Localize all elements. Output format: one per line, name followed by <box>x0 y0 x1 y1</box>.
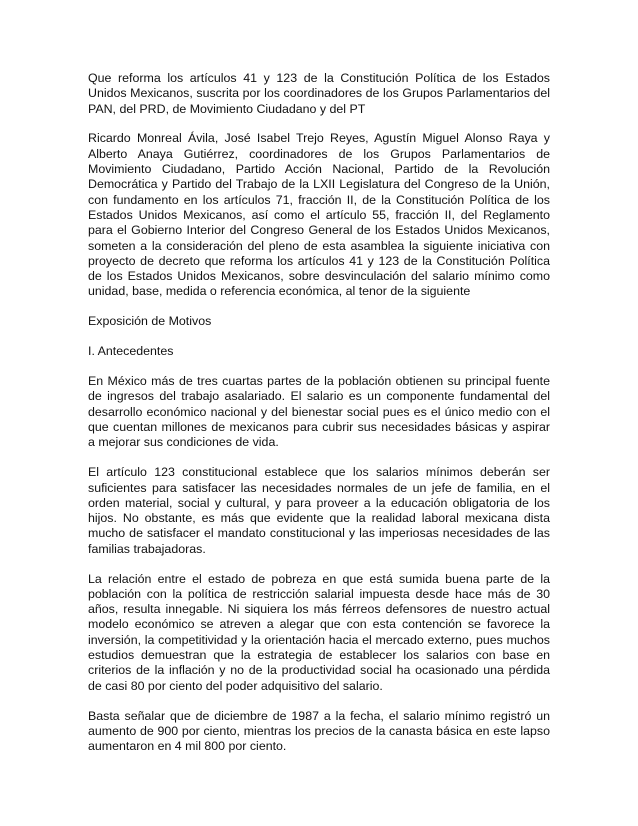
section-heading-exposicion: Exposición de Motivos <box>88 314 212 329</box>
initiative-title-paragraph: Que reforma los artículos 41 y 123 de la Constitución Política de los Estados Unidos Mexicanos, suscrita por los coordinadores de los Grupos Parlamentarios del PAN, del PRD, de Movimiento Ciudadano y del PT <box>88 71 550 116</box>
body-paragraph: Basta señalar que de diciembre de 1987 a la fecha, el salario mínimo registró un aumento de 900 por ciento, mientras los precios de la canasta básica en este lapso aumentaron en 4 mil 800 por ciento. <box>88 708 550 754</box>
section-heading-antecedentes: I. Antecedentes <box>88 344 174 359</box>
document-page <box>88 71 550 769</box>
body-paragraph: El artículo 123 constitucional establece que los salarios mínimos deberán ser suficientes para satisfacer las necesidades normales de un jefe de familia, en el orden material, social y cultural, y para proveer a la educación obligatoria de los hijos. No obstante, es más que evidente que la realidad laboral mexicana dista mucho de satisfacer el mandato constitucional y las imperiosas necesidades de las familias trabajadoras. <box>88 465 550 556</box>
body-paragraph: En México más de tres cuartas partes de la población obtienen su principal fuente de ingresos del trabajo asalariado. El salario es un componente fundamental del desarrollo económico nacional y del bienestar social pues es el único medio con el que cuentan millones de mexicanos para cubrir sus necesidades básicas y aspirar a mejorar sus condiciones de vida. <box>88 374 550 450</box>
body-paragraph: La relación entre el estado de pobreza en que está sumida buena parte de la población con la política de restricción salarial impuesta desde hace más de 30 años, resulta innegable. Ni siquiera los más férreos defensores de nuestro actual modelo económico se atreven a alegar que con esta contención se favorece la inversión, la competitividad y la orientación hacia el mercado externo, pues muchos estudios demuestran que la estrategia de establecer los salarios con base en criterios de la inflación y no de la productividad social ha ocasionado una pérdida de casi 80 por ciento del poder adquisitivo del salario. <box>88 571 550 693</box>
authors-paragraph: Ricardo Monreal Ávila, José Isabel Trejo Reyes, Agustín Miguel Alonso Raya y Alberto Anaya Gutiérrez, coordinadores de los Grupos Parlamentarios de Movimiento Ciudadano, Partido Acción Nacional, Partido de la Revolución Democrática y Partido del Trabajo de la LXII Legislatura del Congreso de la Unión, con fundamento en los artículos 71, fracción II, de la Constitución Política de los Estados Unidos Mexicanos, así como el artículo 55, fracción II, del Reglamento para el Gobierno Interior del Congreso General de los Estados Unidos Mexicanos, someten a la consideración del pleno de esta asamblea la siguiente iniciativa con proyecto de decreto que reforma los artículos 41 y 123 de la Constitución Política de los Estados Unidos Mexicanos, sobre desvinculación del salario mínimo como unidad, base, medida o referencia económica, al tenor de la siguiente <box>88 131 550 299</box>
